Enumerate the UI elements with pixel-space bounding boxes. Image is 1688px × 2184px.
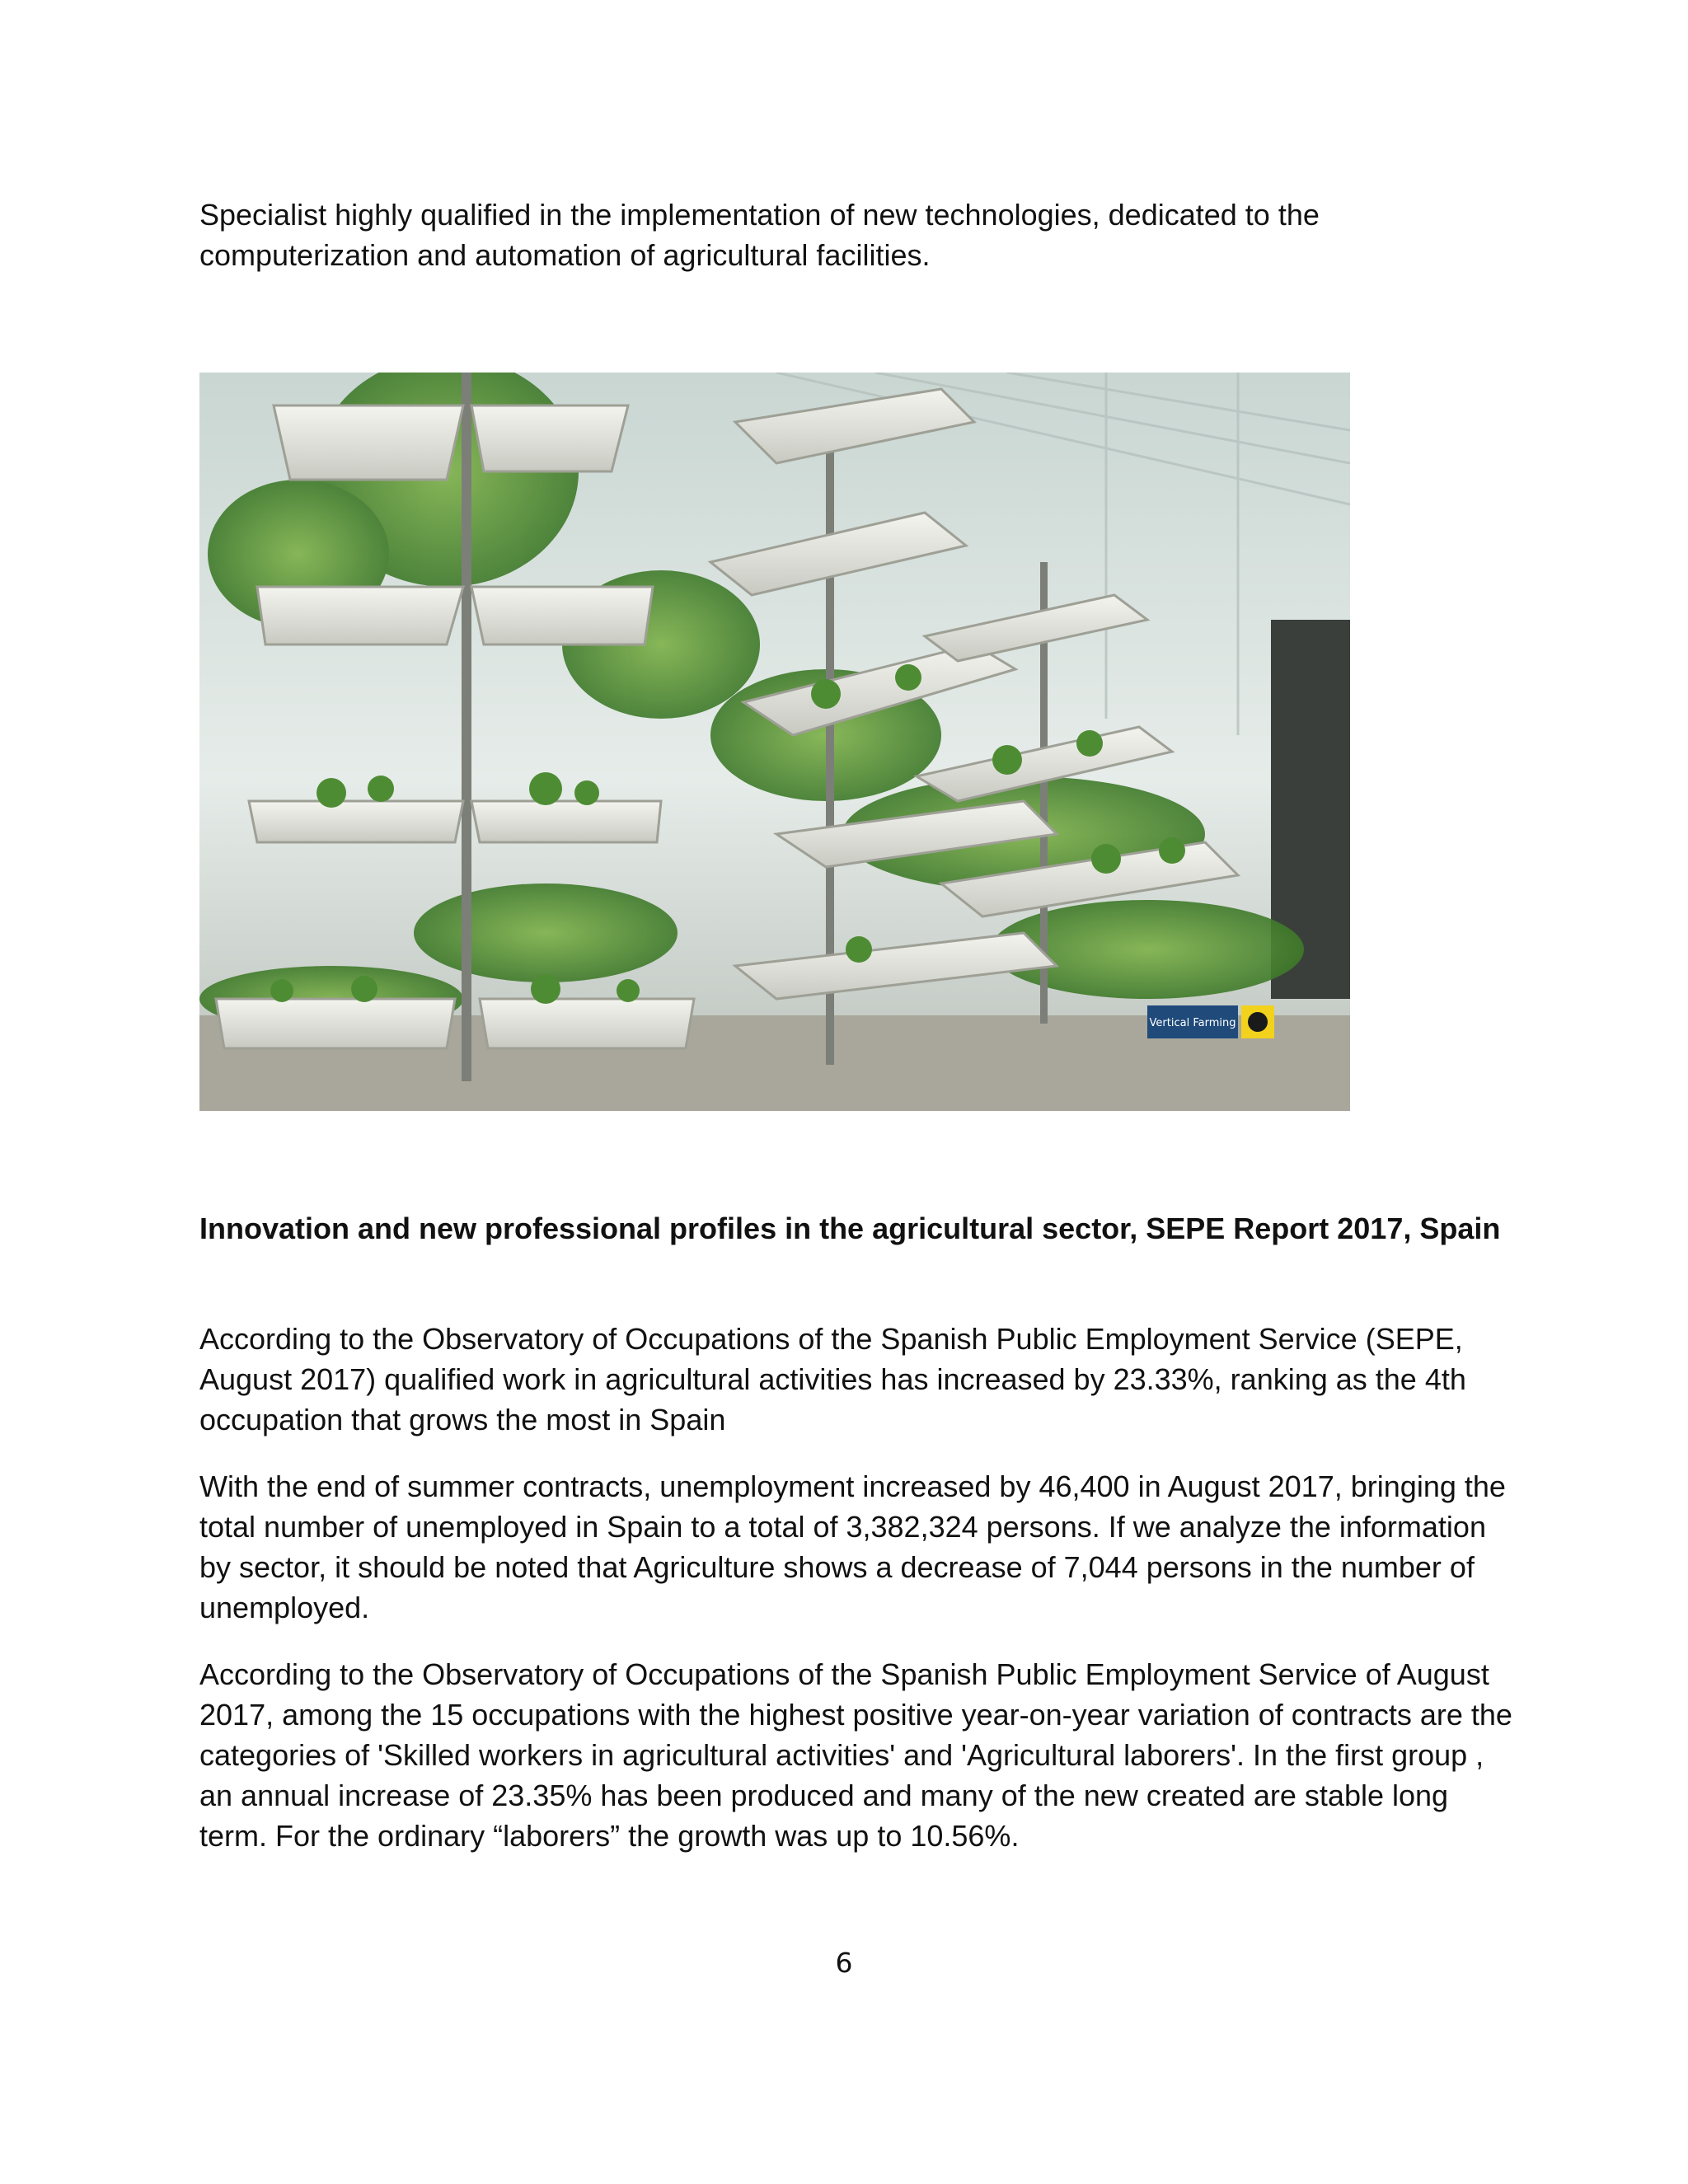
paragraph-unemployment: With the end of summer contracts, unemployment increased by 46,400 in August 2017, bringing the total number of unemployed in Spain to a total of 3,382,324 persons. If we analyze the information by sector, it should be noted that Agriculture shows a decrease of 7,044 persons in the number of unemployed. [199, 1469, 1506, 1624]
vertical-farming-photo [199, 373, 1350, 1111]
section-heading: Innovation and new professional profiles in the agricultural sector, SEPE Report 2017, Spain [199, 1212, 1501, 1245]
vertical-farming-illustration [199, 373, 1350, 1111]
section-body [199, 1319, 1518, 1882]
intro-block [199, 194, 1518, 275]
sign-label: Vertical Farming [1149, 1017, 1236, 1029]
paragraph-occupations: According to the Observatory of Occupations of the Spanish Public Employment Service of August 2017, among the 15 occupations with the highest positive year-on-year variation of contracts are the categories of 'Skilled workers in agricultural activities' and 'Agricultural laborers'. In the first group , an annual increase of 23.35% has been produced and many of the new created are stable long term. For the ordinary “laborers” the growth was up to 10.56%. [199, 1657, 1512, 1853]
page-number: 6 [835, 1947, 853, 1979]
paragraph-sepe-report: According to the Observatory of Occupations of the Spanish Public Employment Service (SEPE, August 2017) qualified work in agricultural activities has increased by 23.33%, ranking as the 4th occupation that grows the most in Spain [199, 1322, 1466, 1436]
intro-paragraph: Specialist highly qualified in the implementation of new technologies, dedicated to the computerization and automation of agricultural facilities. [199, 198, 1320, 272]
